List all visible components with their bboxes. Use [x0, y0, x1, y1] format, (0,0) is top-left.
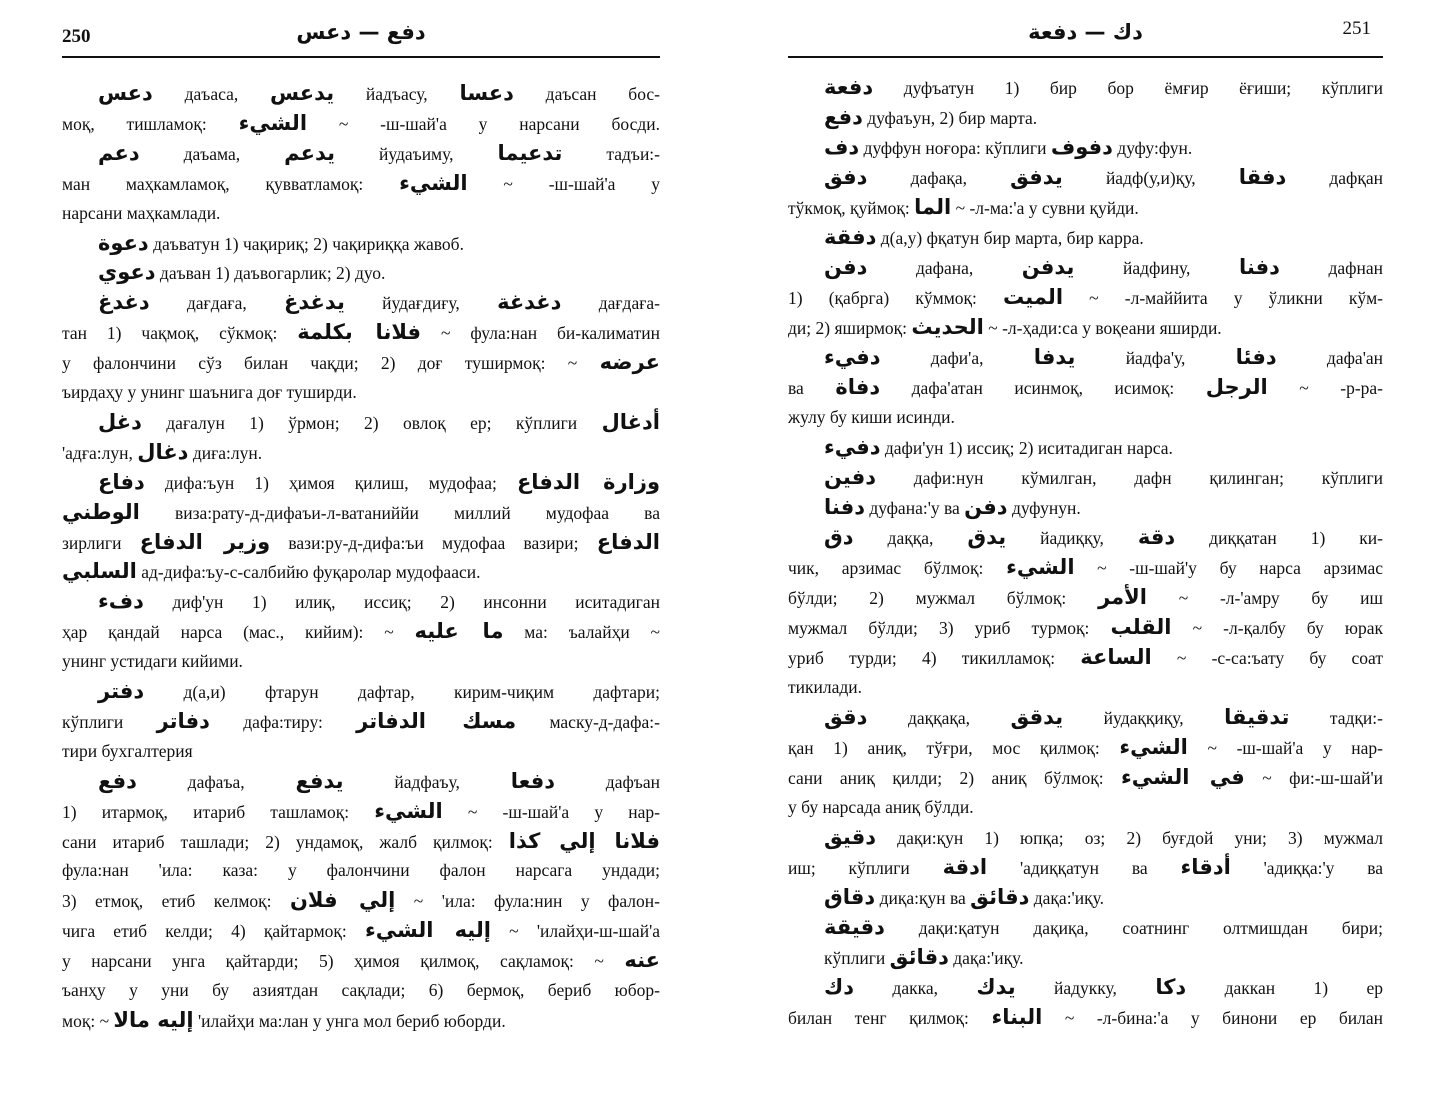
left-page-header: [62, 18, 660, 58]
text-line: фула:нан 'ила: каза: у фалончини фалон нарсага ундади;: [62, 860, 660, 881]
text-line: ъирдаҳу у унинг шаънига доғ туширди.: [62, 382, 357, 402]
arabic-headword: دفنا: [1238, 255, 1280, 279]
arabic-headword: يدفق: [1010, 165, 1063, 189]
arabic-headword: يدغدغ: [284, 290, 345, 315]
text-line: 1) итармоқ, итариб ташламоқ: الشيء ~ -ш-шай'а у нар-: [62, 798, 660, 823]
arabic-headword: تدعيما: [497, 140, 563, 165]
arabic-headword: الرجل: [1205, 375, 1268, 399]
text-line: қан 1) аниқ, тўғри, мос қилмоқ: الشيء ~ -ш-шай'а у нар-: [788, 735, 1383, 759]
text-line: دق даққа, يدق йадиққу, دقة диққатан 1) ки-: [824, 525, 1384, 549]
arabic-headword: دك: [824, 975, 855, 999]
text-line: моқ: ~ إليه مالا 'илайҳи ма:лан у унга мол бериб юборди.: [62, 1007, 506, 1032]
text-line: нарсани маҳкамлади.: [62, 202, 221, 223]
arabic-headword: ما عليه: [414, 619, 504, 644]
text-line: السلبي ад-дифа:ъу-с-салбийю фуқаролар мудофааси.: [62, 559, 481, 584]
text-line: 3) етмоқ, етиб келмоқ: إلي فلان ~ 'ила: фула:нин у фалон-: [62, 888, 660, 913]
text-line: билан тенг қилмоқ: البناء ~ -л-бина:'а у бинони ер билан: [788, 1005, 1383, 1029]
arabic-headword: الشيء: [238, 110, 308, 135]
text-line: у фалончини сўз билан чақди; 2) доғ туширмоқ: ~ عرضه: [62, 350, 660, 375]
arabic-headword: البناء: [991, 1005, 1043, 1029]
right-page-header: [788, 18, 1383, 58]
text-line: ди; 2) яширмоқ: الحديث ~ -л-ҳади:са у воқеани яширди.: [788, 315, 1222, 339]
right-page: [788, 0, 1383, 1114]
text-line: دفع дафаъа, يدفع йадфаъу, دفعا дафъан: [98, 768, 660, 793]
arabic-headword: إليه الشيء: [365, 918, 491, 943]
arabic-headword: يدعس: [270, 81, 335, 105]
text-line: دعوي даъван 1) даъвогарлик; 2) дуо.: [98, 260, 386, 285]
text-line: чига етиб келди; 4) қайтармоқ: إليه الشيء ~ 'илайҳи-ш-шай'а: [62, 918, 660, 943]
arabic-headword: وزارة الدفاع: [516, 469, 660, 494]
arabic-headword: يدفع: [295, 768, 344, 793]
text-line: тири бухгалтерия: [62, 740, 193, 761]
arabic-headword: يدفن: [1021, 255, 1075, 279]
text-line: دفتر д(а,и) фтарун дафтар, кирим-чиқим дафтари;: [98, 679, 660, 703]
arabic-headword: الشيء: [1006, 555, 1075, 579]
arabic-headword: عنه: [624, 948, 660, 973]
arabic-headword: القلب: [1110, 615, 1172, 639]
arabic-headword: الأمر: [1098, 585, 1147, 609]
text-line: الوطني виза:рату-д-дифаъи-л-ватаниййи миллий мудофаа ва: [62, 499, 660, 524]
arabic-headword: دفن: [824, 255, 868, 279]
arabic-headword: الشيء: [399, 170, 468, 195]
text-line: دفن дафана, يدفن йадфину, دفنا дафнан: [824, 255, 1383, 279]
arabic-headword: دغل: [98, 409, 142, 434]
running-head: دك — دفعة: [1028, 20, 1143, 44]
arabic-headword: ادقة: [942, 855, 988, 879]
arabic-headword: دقاق: [824, 885, 876, 909]
text-line: кўплиги دفاتر дафа:тиру: مسك الدفاتر маску-д-дафа:-: [62, 708, 660, 733]
text-line: бўлди; 2) мужмал бўлмоқ: الأمر ~ -л-'амру бу иш: [788, 585, 1384, 609]
text-line: دفقة д(а,у) фқатун бир марта, бир карра.: [824, 225, 1144, 249]
arabic-headword: دقق: [824, 705, 868, 729]
arabic-headword: يدعم: [284, 140, 335, 165]
text-line: ъанҳу у уни бу азиятдан сақлади; 6) бермоқ, бериб юбор-: [62, 980, 660, 1000]
text-line: унинг устидаги кийими.: [62, 651, 243, 672]
arabic-headword: دعم: [98, 140, 140, 165]
arabic-headword: أدقاء: [1180, 855, 1231, 879]
text-line: ҳар қандай нарса (мас., кийим): ~ ما عليه ма: ъалайҳи ~: [62, 619, 660, 644]
arabic-headword: دفقة: [824, 225, 877, 249]
text-line: мужмал бўлди; 3) уриб турмоқ: القلب ~ -л-қалбу бу юрак: [788, 615, 1383, 639]
arabic-headword: دعوي: [98, 260, 156, 285]
page-number: 251: [1342, 18, 1371, 39]
text-line: зирлиги وزير الدفاع вази:ру-д-дифа:ъи мудофаа вазири; الدفاع: [62, 529, 660, 554]
text-line: сани аниқ қилди; 2) аниқ бўлмоқ: في الشيء ~ фи:-ш-шай'и: [788, 765, 1383, 789]
arabic-headword: دفق: [824, 165, 868, 189]
text-line: у бу нарсада аниқ бўлди.: [788, 797, 974, 817]
arabic-headword: دعسا: [459, 81, 514, 105]
arabic-headword: دقيقة: [824, 915, 885, 939]
text-line: دفع дуфаъун, 2) бир марта.: [824, 105, 1038, 129]
arabic-headword: إلي فلان: [289, 888, 396, 913]
arabic-headword: دفين: [824, 465, 876, 489]
text-line: دفين дафи:нун кўмилган, дафн қилинган; кўплиги: [824, 465, 1383, 489]
arabic-headword: دفعة: [824, 75, 874, 99]
arabic-headword: دفء: [98, 589, 144, 614]
arabic-headword: وزير الدفاع: [139, 529, 271, 554]
text-line: دقيق дақи:қун 1) юпқа; оз; 2) буғдой уни; 3) мужмал: [824, 825, 1383, 849]
arabic-headword: أدغال: [601, 409, 660, 434]
arabic-headword: يدفا: [1033, 345, 1076, 369]
arabic-headword: تدقيقا: [1224, 705, 1290, 729]
text-line: دفيء дафи'ун 1) иссиқ; 2) иситадиган нарса.: [824, 435, 1173, 459]
text-line: у нарсани унга қайтарди; 5) ҳимоя қилмоқ, сақламоқ: ~ عنه: [62, 948, 660, 973]
arabic-headword: دعوة: [98, 230, 149, 255]
text-line: دغدغ дағдаға, يدغدغ йудағдиғу, دغدغة дағдаға-: [98, 290, 660, 315]
arabic-headword: الحديث: [911, 315, 984, 339]
arabic-headword: الساعة: [1080, 645, 1152, 669]
arabic-headword: دغدغة: [497, 290, 562, 315]
text-line: دقق даққақа, يدقق йудаққиқу, تدقيقا тадқи:-: [824, 705, 1383, 729]
text-line: 1) (қабрга) кўммоқ: الميت ~ -л-маййита у ўликни кўм-: [788, 285, 1383, 309]
text-line: ва دفاة дафа'атан исинмоқ, исимоқ: الرجل ~ -р-ра-: [788, 375, 1383, 399]
arabic-headword: الدفاع: [596, 529, 660, 554]
arabic-headword: الوطني: [62, 499, 140, 524]
page-number: 250: [62, 26, 91, 47]
arabic-headword: دفيء: [824, 345, 881, 369]
text-line: دفء диф'ун 1) илиқ, иссиқ; 2) инсонни иситадиган: [98, 589, 660, 614]
arabic-headword: الميت: [1003, 285, 1064, 309]
arabic-headword: دف: [824, 135, 860, 159]
text-line: чик, арзимас бўлмоқ: الشيء ~ -ш-шай'у бу нарса арзимас: [788, 555, 1383, 579]
arabic-headword: دقائق: [889, 945, 949, 969]
arabic-headword: دفعا: [510, 768, 555, 793]
arabic-headword: الما: [914, 195, 952, 219]
text-line: моқ, тишламоқ: الشيء ~ -ш-шай'а у нарсани босди.: [62, 110, 660, 135]
arabic-headword: دفع: [824, 105, 863, 129]
arabic-headword: يدك: [976, 975, 1016, 999]
arabic-headword: فلانا بكلمة: [297, 320, 422, 345]
arabic-headword: دقة: [1137, 525, 1176, 549]
text-line: دف дуффун ноғора: кўплиги دفوف дуфу:фун.: [824, 135, 1193, 159]
arabic-headword: السلبي: [62, 559, 137, 584]
arabic-headword: الشيء: [374, 798, 443, 823]
arabic-headword: دفئا: [1235, 345, 1277, 369]
arabic-headword: دكا: [1155, 975, 1187, 999]
arabic-headword: دقائق: [970, 885, 1030, 909]
text-line: دفعة дуфъатун 1) бир бор ёмғир ёғиши; кўплиги: [824, 75, 1383, 99]
text-line: тикилади.: [788, 677, 863, 697]
arabic-headword: دفوف: [1050, 135, 1113, 159]
arabic-headword: دفن: [964, 495, 1008, 519]
arabic-headword: دقيق: [824, 825, 877, 849]
arabic-headword: دغال: [137, 439, 189, 464]
text-line: دفاع дифа:ъун 1) ҳимоя қилиш, мудофаа; وزارة الدفاع: [98, 469, 660, 494]
text-line: دعوة даъватун 1) чақириқ; 2) чақириққа жавоб.: [98, 230, 464, 255]
arabic-headword: مسك الدفاتر: [356, 708, 517, 733]
text-line: сани итариб ташлади; 2) ундамоқ, жалб қилмоқ: فلانا إلي كذا: [62, 828, 661, 853]
arabic-headword: عرضه: [599, 350, 660, 375]
text-line: 'адға:лун, دغال диға:лун.: [62, 439, 263, 464]
text-line: دقاق диқа:қун ва دقائق дақа:'иқу.: [824, 885, 1104, 909]
text-line: دغل дағалун 1) ўрмон; 2) овлоқ ер; кўплиги أدغال: [98, 409, 660, 434]
arabic-headword: دفيء: [824, 435, 881, 459]
arabic-headword: يدق: [967, 525, 1007, 549]
arabic-headword: يدقق: [1010, 705, 1064, 729]
running-head: دفع — دعس: [296, 20, 426, 44]
arabic-headword: إليه مالا: [113, 1007, 194, 1032]
arabic-headword: دفاة: [835, 375, 881, 399]
text-line: жулу бу киши исинди.: [788, 407, 955, 427]
arabic-headword: دعس: [98, 81, 153, 105]
left-page: [62, 0, 660, 1114]
arabic-headword: دفنا: [824, 495, 865, 519]
text-line: دفنا дуфана:'у ва دفن дуфунун.: [824, 495, 1081, 519]
text-line: ман маҳкамламоқ, қувватламоқ: الشيء ~ -ш-шай'а у: [62, 170, 660, 195]
arabic-headword: في الشيء: [1121, 765, 1245, 789]
text-line: уриб турди; 4) тикилламоқ: الساعة ~ -с-са:ъату бу соат: [788, 645, 1384, 669]
arabic-headword: دفع: [98, 768, 137, 793]
text-line: دقيقة дақи:қатун дақиқа, соатнинг олтмишдан бири;: [824, 915, 1383, 939]
arabic-headword: دفاع: [98, 469, 145, 494]
text-line: دعم даъама, يدعم йудаъиму, تدعيما тадъи:-: [98, 140, 661, 165]
arabic-headword: دغدغ: [98, 290, 150, 315]
text-line: кўплиги دقائق дақа:'иқу.: [824, 945, 1024, 969]
header-rule: [62, 56, 660, 58]
text-line: тўкмоқ, қуймоқ: الما ~ -л-ма:'а у сувни қуйди.: [788, 195, 1139, 219]
text-line: دعس даъаса, يدعس йадъасу, دعسا даъсан бос-: [98, 81, 660, 105]
arabic-headword: دفاتر: [156, 708, 210, 733]
arabic-headword: دق: [824, 525, 854, 549]
arabic-headword: دفتر: [98, 679, 145, 703]
arabic-headword: الشيء: [1119, 735, 1188, 759]
header-rule: [788, 56, 1383, 58]
text-line: دفق дафақа, يدفق йадф(у,и)қу, دفقا дафқан: [824, 165, 1383, 189]
text-line: иш; кўплиги ادقة 'адиққатун ва أدقاء 'адиққа:'у ва: [788, 855, 1384, 879]
text-line: دك дакка, يدك йадукку, دكا даккан 1) ер: [824, 975, 1383, 999]
text-line: тан 1) чақмоқ, сўкмоқ: فلانا بكلمة ~ фула:нан би-калиматин: [62, 320, 660, 345]
arabic-headword: فلانا إلي كذا: [508, 828, 661, 853]
arabic-headword: دفقا: [1238, 165, 1287, 189]
text-line: دفيء дафи'а, يدفا йадфа'у, دفئا дафа'ан: [824, 345, 1383, 369]
